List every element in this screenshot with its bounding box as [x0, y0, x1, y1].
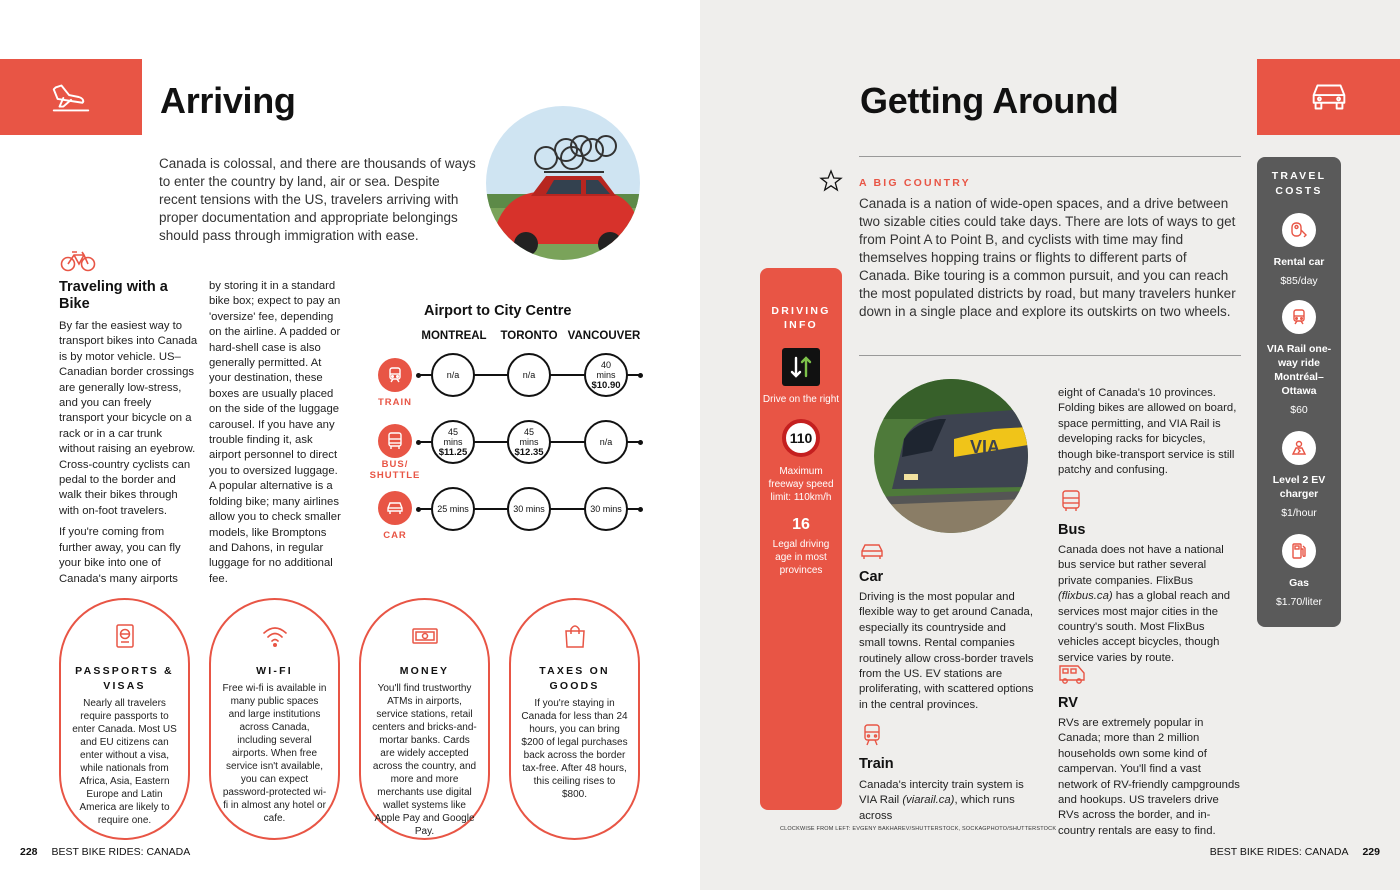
- node-text: n/a: [522, 370, 536, 380]
- node-text: 30 mins: [590, 504, 622, 514]
- via-rail-train-photo: [874, 379, 1028, 533]
- rental-car-label: Rental car: [1273, 256, 1325, 268]
- rv-text: RVs are extremely popular in Canada; more than 2 million households own some kind of campervan. You'll find a vast network of RV-friendly campgrounds and hookups. US travelers drive RVs across the border, and in-country rentals are easy to find.: [1058, 717, 1240, 837]
- money-card: [359, 598, 490, 840]
- column-toronto: TORONTO: [500, 330, 558, 342]
- gas-value: $1.70/liter: [1275, 596, 1323, 608]
- node-text: 45 mins: [519, 426, 539, 447]
- train-icon-badge: [1282, 300, 1316, 334]
- car-front-icon: [1306, 74, 1352, 120]
- divider-top: [859, 156, 1241, 157]
- train-vancouver-node: [584, 353, 628, 397]
- bus-toronto-node: [507, 420, 551, 464]
- divider-middle: [859, 355, 1241, 356]
- node-price: $11.25: [438, 446, 468, 458]
- rental-car-value: $85/day: [1280, 275, 1318, 287]
- gas-label: Gas: [1289, 577, 1309, 589]
- bus-text-part2: has a global reach and services most major cities in the country's south. Most FlixBus vehicles accept bicycles, though service varies by route.: [1058, 590, 1231, 664]
- wifi-card: [209, 598, 340, 840]
- ev-charger-icon-badge: [1282, 431, 1316, 465]
- bus-icon: [1058, 488, 1084, 514]
- bus-label: [365, 459, 425, 481]
- banknote-icon: [411, 622, 439, 650]
- bus-label-line1: BUS/: [381, 459, 409, 470]
- bike-paragraph-1: By far the easiest way to transport bikes into Canada is by motor vehicle. US–Canadian border crossings are generally low-stress, and you can freely transport your bicycle on a rack or in a car trunk without raising an eyebrow. Cross-country cyclists can pedal to the border and walk their bikes through with on-foot travelers.: [59, 320, 198, 517]
- wifi-icon: [261, 622, 289, 650]
- page-title: Arriving: [160, 80, 296, 121]
- money-text: You'll find trustworthy ATMs in airports, service stations, retail centers and bricks-and-mortar banks. Cards are widely accepted across the country, and more and more merchants use digital wallet systems like Apple Pay and Google Pay.: [372, 683, 477, 837]
- svg-text:VIA: VIA: [970, 437, 1001, 457]
- car-heading: Car: [859, 569, 884, 585]
- left-footer: [20, 846, 190, 858]
- travel-costs-panel: [1257, 157, 1341, 627]
- getting-around-banner: [1257, 59, 1400, 135]
- bus-label-line2: SHUTTLE: [369, 470, 421, 481]
- car-bike-photo: [486, 106, 640, 260]
- star-icon: [819, 169, 843, 193]
- bicycle-icon: [60, 250, 96, 272]
- train-icon: [385, 365, 405, 385]
- car-vancouver-node: [584, 487, 628, 531]
- column-vancouver: VANCOUVER: [567, 330, 641, 342]
- via-rail-url: (viarail.ca): [902, 794, 955, 807]
- car-toronto-node: [507, 487, 551, 531]
- train-icon: [1289, 307, 1309, 327]
- right-page: [700, 0, 1400, 890]
- arriving-banner: [0, 59, 142, 135]
- ev-charger-value: $1/hour: [1281, 507, 1317, 519]
- page-number: 228: [20, 846, 38, 858]
- driving-age-text: Legal driving age in most provinces: [772, 539, 830, 576]
- row-dot-end: [638, 440, 643, 445]
- node-text: n/a: [446, 370, 460, 380]
- row-dot-end: [638, 507, 643, 512]
- airplane-landing-icon: [48, 74, 94, 120]
- passport-icon: [111, 622, 139, 650]
- node-text: 45 mins: [443, 426, 463, 447]
- car-mode-icon: [378, 491, 412, 525]
- bike-column-1: [59, 319, 199, 593]
- bus-icon: [385, 431, 405, 451]
- bike-paragraph-2: If you're coming from further away, you can fly your bike into one of Canada's many airports: [59, 526, 181, 585]
- gas-pump-icon-badge: [1282, 534, 1316, 568]
- book-title: BEST BIKE RIDES: CANADA: [1209, 846, 1349, 858]
- flixbus-url: (flixbus.ca): [1058, 590, 1113, 603]
- car-label: CAR: [383, 530, 407, 541]
- speed-limit-sign: 110: [782, 419, 820, 457]
- drive-right-sign: [782, 348, 820, 386]
- airport-table-title: Airport to City Centre: [424, 303, 572, 319]
- driving-info-heading: DRIVING INFO: [771, 305, 831, 331]
- node-text: 25 mins: [437, 504, 469, 514]
- passports-heading: PASSPORTS & VISAS: [75, 665, 174, 692]
- train-text-continued: eight of Canada's 10 provinces. Folding bikes are allowed on board, space permitting, and VIA Rail is developing racks for bicycles, though bike-transport service is still patchy and confusing.: [1058, 387, 1237, 477]
- drive-side-text: Drive on the right: [762, 394, 840, 405]
- driving-age-number: 16: [792, 516, 810, 533]
- taxes-text: If you're staying in Canada for less than 24 hours, you can bring $200 of legal purchases back across the border tax-free. After 48 hours, this ceiling rises to $800.: [521, 698, 628, 800]
- page-number: 229: [1362, 846, 1380, 858]
- car-text: Driving is the most popular and flexible way to get around Canada, especially its countryside and small towns. Rental companies routinely allow cross-border travels from the US. EV stations are proliferating, with scattered options in the central provinces.: [859, 591, 1034, 711]
- car-montreal-node: [431, 487, 475, 531]
- bus-montreal-node: [431, 420, 475, 464]
- train-icon: [859, 722, 885, 748]
- book-title: BEST BIKE RIDES: CANADA: [51, 846, 191, 858]
- ev-charger-label: Level 2 EV charger: [1272, 474, 1326, 500]
- travel-costs-heading: TRAVEL COSTS: [1271, 170, 1327, 197]
- taxes-heading: TAXES ON GOODS: [539, 665, 610, 692]
- train-mode-icon: [378, 358, 412, 392]
- rv-icon: [1058, 662, 1086, 686]
- train-text-part2: , which runs across: [859, 794, 1015, 822]
- photo-credit: CLOCKWISE FROM LEFT: EVGENY BAKHAREV/SHUTTERSTOCK, SOCKAGPHOTO/SHUTTERSTOCK: [780, 826, 1057, 832]
- train-label: TRAIN: [377, 397, 413, 408]
- right-footer: [1210, 846, 1380, 858]
- shopping-bag-icon: [561, 622, 589, 650]
- node-text: 30 mins: [513, 504, 545, 514]
- section-kicker: A BIG COUNTRY: [859, 177, 971, 189]
- train-text: [859, 778, 1039, 824]
- car-key-icon-badge: [1282, 213, 1316, 247]
- bus-vancouver-node: [584, 420, 628, 464]
- car-icon: [859, 540, 885, 562]
- page-title: Getting Around: [860, 80, 1119, 121]
- gas-pump-icon: [1289, 541, 1309, 561]
- money-heading: MONEY: [399, 665, 450, 677]
- passports-card: [59, 598, 190, 840]
- node-text: n/a: [599, 437, 613, 447]
- bus-mode-icon: [378, 424, 412, 458]
- rv-heading: RV: [1058, 695, 1078, 711]
- train-text-part1: Canada's intercity train system is VIA Rail: [859, 779, 1024, 807]
- bus-text-part1: Canada does not have a national bus service but rather several private companies. FlixBus: [1058, 544, 1224, 587]
- node-price: $10.90: [591, 379, 621, 391]
- node-price: $12.35: [514, 446, 544, 458]
- two-way-arrows-icon: [788, 354, 814, 380]
- column-montreal: MONTREAL: [421, 330, 487, 342]
- bus-heading: Bus: [1058, 522, 1086, 538]
- train-heading: Train: [859, 756, 894, 772]
- intro-text: Canada is colossal, and there are thousands of ways to enter the country by land, air or sea. Despite recent tensions with the US, travelers arriving with proper documentation and appropriate belongings should pass through immigration with ease.: [159, 156, 476, 243]
- bike-column-2: by storing it in a standard bike box; expect to pay an 'oversize' fee, depending on the airline. A padded or hard-shell case is also generally permitted. At your destination, these boxes are usually placed on the side of the luggage carousel. If you have any trouble finding it, ask airport personnel to direct you to oversized luggage. A popular alternative is a folding bike; many airlines allow you to check smaller models, like Bromptons and Dahons, in regular luggage for no additional fee.: [209, 280, 341, 585]
- wifi-text: Free wi-fi is available in many public spaces and large institutions across Canada, including several airports. When free service isn't available, you can expect password-protected wi-fi in almost any hotel or cafe.: [222, 683, 327, 824]
- ev-charger-icon: [1289, 438, 1309, 458]
- via-rail-value: $60: [1290, 404, 1308, 416]
- speed-limit-text: Maximum freeway speed limit: 110km/h: [768, 466, 834, 503]
- car-icon: [385, 498, 405, 518]
- driving-info-panel: [760, 268, 842, 810]
- bus-text: [1058, 543, 1242, 666]
- via-rail-label: VIA Rail one-way ride Montréal–Ottawa: [1266, 343, 1332, 397]
- car-key-icon: [1289, 220, 1309, 240]
- taxes-card: [509, 598, 640, 840]
- bike-heading: Traveling with a Bike: [59, 279, 168, 312]
- passports-text: Nearly all travelers require passports to enter Canada. Most US and EU citizens can enter without a visa, while nationals from Africa, Asia, Eastern Europe and Latin America are likely to require one.: [72, 698, 177, 826]
- train-toronto-node: [507, 353, 551, 397]
- train-montreal-node: [431, 353, 475, 397]
- intro-text: Canada is a nation of wide-open spaces, and a drive between two sizable cities could take days. There are lots of ways to get from Point A to Point B, and cyclists with time may find themselves hopping trains or flights to different parts of Canada. Bike touring is a common pursuit, and you can reach the most populated districts by road, but many travelers hunker down in a single place and explore its outskirts on two wheels.: [859, 196, 1236, 319]
- row-dot-end: [638, 373, 643, 378]
- wifi-heading: WI-FI: [256, 665, 293, 677]
- node-text: 40 mins: [596, 359, 616, 380]
